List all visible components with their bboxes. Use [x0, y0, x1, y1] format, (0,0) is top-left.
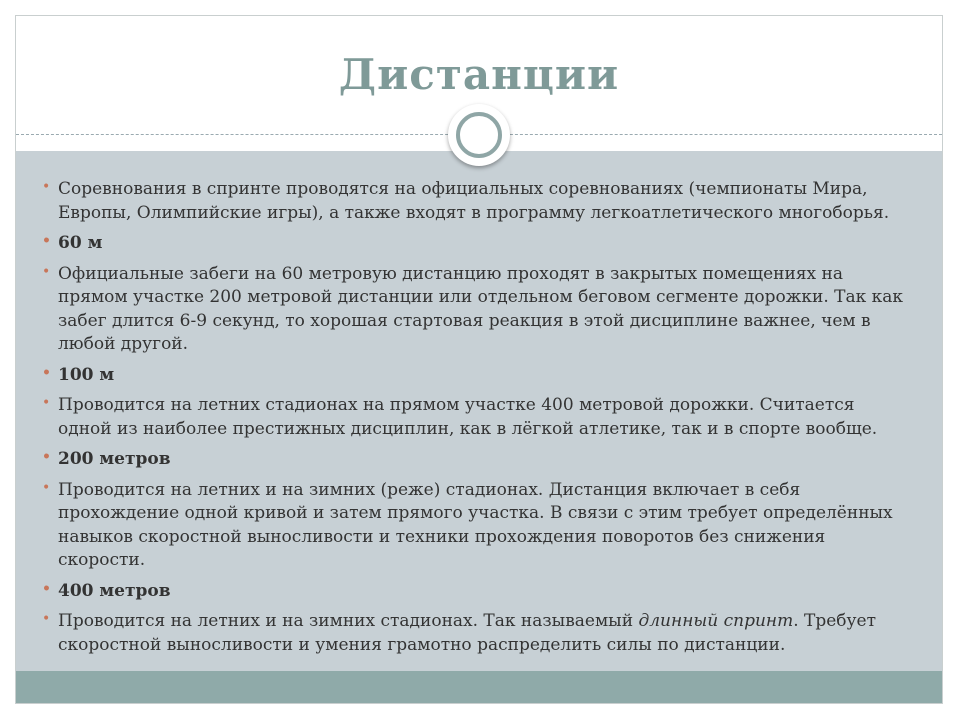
list-item-heading: [42, 364, 912, 388]
circle-ornament-ring: [456, 112, 502, 158]
list-item: [42, 178, 912, 225]
bullet-text: [58, 611, 876, 655]
list-item: [42, 394, 912, 441]
bullet-icon: •: [42, 449, 51, 465]
list-item-heading: [42, 232, 912, 256]
list-item: [42, 610, 912, 657]
bullet-icon: •: [42, 364, 51, 381]
list-item-heading: [42, 580, 912, 604]
bullet-text-part: Проводится на летних и на зимних стадионах. Так называемый: [58, 611, 639, 631]
bullet-icon: •: [42, 179, 51, 195]
circle-ornament-icon: [448, 104, 510, 166]
bullet-text: 200 метров: [58, 449, 171, 469]
bullet-icon: •: [42, 611, 51, 627]
bullet-icon: •: [42, 395, 51, 411]
bullet-text: 100 м: [58, 364, 115, 385]
bullet-text: Проводится на летних стадионах на прямом участке 400 метровой дорожки. Считается одной из наиболее престижных дисциплин, как в лёгкой атлетике, так и в спорте вообще.: [58, 395, 878, 439]
bullet-text-part: . Требует скоростной выносливости и умения грамотно распределить силы по дистанции.: [58, 611, 877, 655]
slide-frame: [15, 15, 943, 704]
bullet-icon: •: [42, 580, 51, 597]
bullet-list: [42, 178, 912, 664]
list-item: [42, 479, 912, 573]
bullet-text: 400 метров: [58, 580, 171, 601]
bullet-text: 60 м: [58, 233, 103, 253]
bullet-text: Официальные забеги на 60 метровую дистанцию проходят в закрытых помещениях на прямом участке 200 метровой дистанции или отдельном беговом сегменте дорожки. Так как забег длится 6-9 секунд, то хорошая стартовая реакция в этой дисциплине важнее, чем в любой другой.: [58, 263, 904, 354]
list-item-heading: [42, 448, 912, 472]
bullet-icon: •: [42, 233, 51, 249]
footer-bar: [16, 671, 942, 703]
slide-title: Дистанции: [338, 50, 620, 99]
list-item: [42, 263, 912, 357]
bullet-icon: •: [42, 479, 51, 496]
bullet-icon: •: [42, 263, 51, 280]
bullet-text-italic: длинный спринт: [638, 611, 794, 631]
content-area: [16, 151, 942, 671]
bullet-text: Проводится на летних и на зимних (реже) стадионах. Дистанция включает в себя прохождение одной кривой и затем прямого участка. В связи с этим требует определённых навыков скоростной выносливости и техники прохождения поворотов без снижения скорости.: [58, 479, 893, 570]
bullet-text: Соревнования в спринте проводятся на официальных соревнованиях (чемпионаты Мира, Европы, Олимпийские игры), а также входят в программу легкоатлетического многоборья.: [58, 179, 890, 223]
